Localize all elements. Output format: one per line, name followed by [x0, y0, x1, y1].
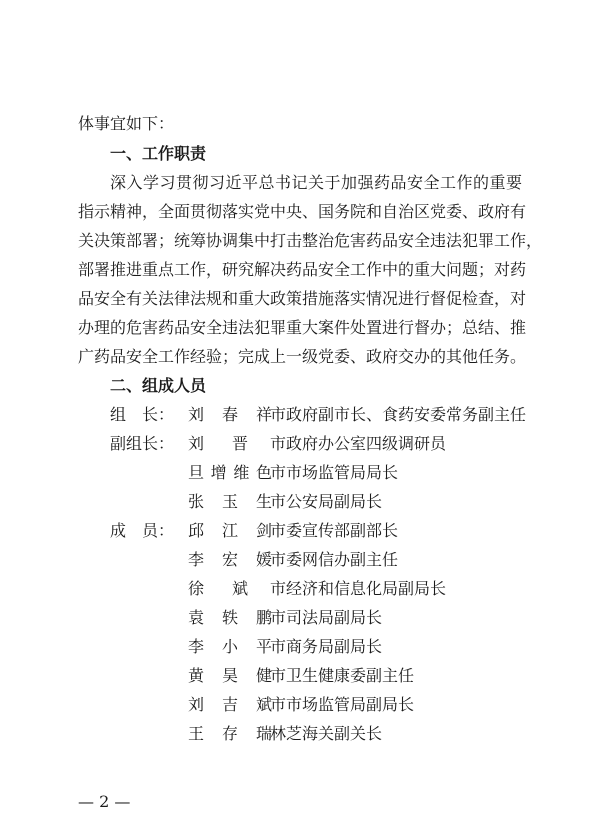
paragraph-line: 办理的危害药品安全违法犯罪重大案件处置进行督办；总结、推: [78, 318, 527, 337]
paragraph-line: 广药品安全工作经验；完成上一级党委、政府交办的其他任务。: [78, 347, 527, 366]
page-number: — 2 —: [78, 792, 131, 811]
paragraph-line: 关决策部署；统筹协调集中打击整治危害药品安全违法犯罪工作，: [78, 231, 543, 250]
section-heading-members: 二、组成人员: [110, 376, 207, 395]
member-title: 市政府副市长、食药安委常务副主任: [270, 405, 527, 424]
member-title: 市商务局副局长: [270, 637, 383, 656]
paragraph-line: 品安全有关法律法规和重大政策措施落实情况进行督促检查，对: [78, 289, 527, 308]
member-role: 副组长：: [110, 434, 175, 453]
member-title: 市市场监管局局长: [270, 463, 399, 482]
member-title: 市公安局副局长: [270, 492, 383, 511]
paragraph-line: 深入学习贯彻习近平总书记关于加强药品安全工作的重要: [110, 173, 522, 192]
intro-line: 体事宜如下：: [78, 114, 175, 133]
member-title: 市市场监管局副局长: [270, 695, 415, 714]
member-name: 黄昊健: [188, 666, 272, 685]
member-title: 市卫生健康委副主任: [270, 666, 415, 685]
member-name: 徐斌: [188, 579, 248, 598]
member-name: 王存瑞: [188, 724, 272, 743]
member-name: 李宏媛: [188, 550, 272, 569]
member-name: 刘春祥: [188, 405, 272, 424]
member-title: 市司法局副局长: [270, 608, 383, 627]
member-name: 邱江剑: [188, 521, 272, 540]
member-title: 市委宣传部副部长: [270, 521, 399, 540]
member-name: 张玉生: [188, 492, 272, 511]
member-title: 市政府办公室四级调研员: [270, 434, 447, 453]
paragraph-line: 部署推进重点工作，研究解决药品安全工作中的重大问题；对药: [78, 260, 527, 279]
member-name: 刘晋: [188, 434, 248, 453]
paragraph-line: 指示精神，全面贯彻落实党中央、国务院和自治区党委、政府有: [78, 202, 527, 221]
member-name: 旦增维色: [188, 463, 272, 482]
member-title: 市委网信办副主任: [270, 550, 399, 569]
member-name: 刘吉斌: [188, 695, 272, 714]
member-title: 林芝海关副关长: [270, 724, 383, 743]
member-name: 袁轶鹏: [188, 608, 272, 627]
member-role: 组 长：: [110, 405, 175, 424]
member-title: 市经济和信息化局副局长: [270, 579, 447, 598]
member-name: 李小平: [188, 637, 272, 656]
section-heading-duties: 一、工作职责: [110, 144, 207, 163]
member-role: 成 员：: [110, 521, 175, 540]
